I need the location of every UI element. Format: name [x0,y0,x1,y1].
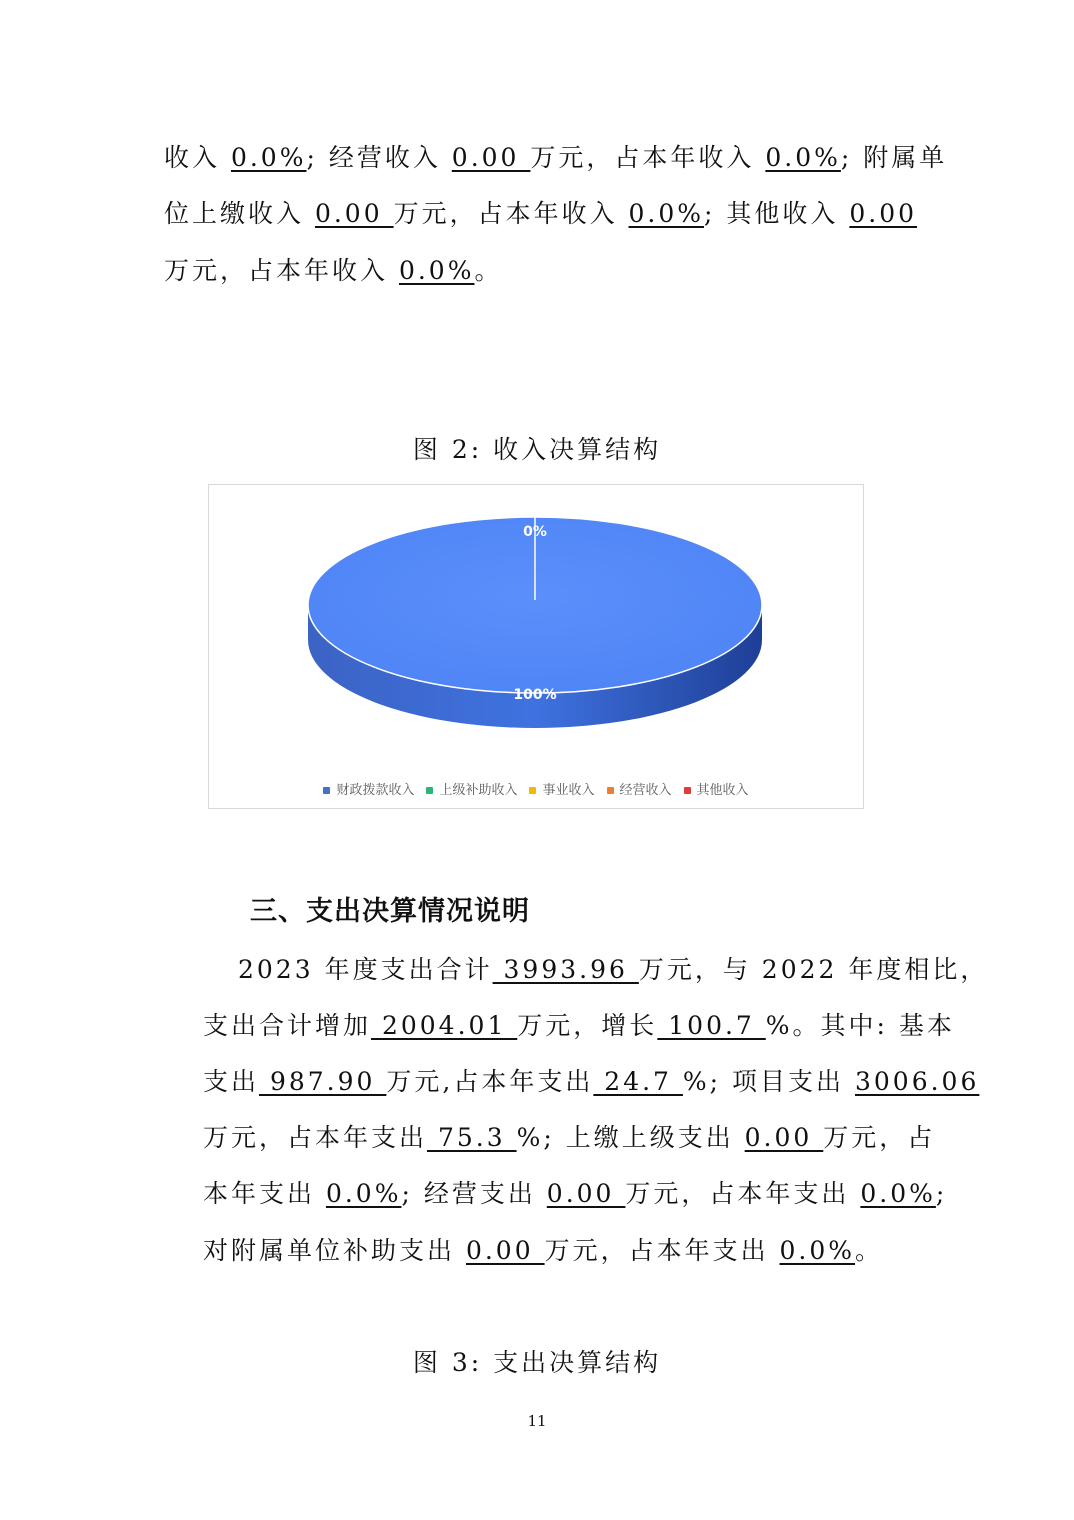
legend-swatch [529,787,536,794]
paragraph-line: 万元，占本年支出 75.3 %; 上缴上级支出 0.00 万元，占 [203,1123,936,1152]
pie-chart [209,485,863,775]
legend-label: 上级补助收入 [439,783,518,798]
legend-item [426,779,517,798]
chart-legend [209,779,863,798]
legend-label: 其他收入 [696,783,749,798]
legend-item [607,779,672,798]
figure-2-caption: 图 2: 收入决算结构 [412,435,662,464]
paragraph-line: 支出合计增加 2004.01 万元，增长 100.7 %。其中: 基本 [203,1011,955,1040]
income-structure-chart [208,484,864,809]
legend-label: 财政拨款收入 [336,783,415,798]
paragraph-line: 位上缴收入 0.00 万元，占本年收入 0.0%; 其他收入 0.00 [164,199,918,228]
paragraph-line: 收入 0.0%; 经营收入 0.00 万元，占本年收入 0.0%; 附属单 [164,143,948,172]
figure-3-caption: 图 3: 支出决算结构 [412,1348,662,1377]
paragraph-line: 支出 987.90 万元,占本年支出 24.7 %; 项目支出 3006.06 [203,1067,980,1096]
legend-item [529,779,594,798]
section-heading: 三、支出决算情况说明 [250,896,530,927]
data-label-main: 100% [513,687,557,703]
paragraph-line: 对附属单位补助支出 0.00 万元，占本年支出 0.0%。 [203,1236,884,1265]
data-label-zero: 0% [523,524,547,540]
legend-label: 经营收入 [619,783,672,798]
legend-label: 事业收入 [542,783,595,798]
legend-swatch [684,787,691,794]
legend-item [323,779,414,798]
page-number: 11 [527,1412,547,1430]
legend-swatch [607,787,614,794]
legend-item [684,779,749,798]
paragraph-line: 2023 年度支出合计 3993.96 万元，与 2022 年度相比， [238,955,989,984]
paragraph-line: 万元，占本年收入 0.0%。 [164,256,503,285]
legend-swatch [426,787,433,794]
legend-swatch [323,787,330,794]
paragraph-line: 本年支出 0.0%; 经营支出 0.00 万元，占本年支出 0.0%; [203,1179,948,1208]
